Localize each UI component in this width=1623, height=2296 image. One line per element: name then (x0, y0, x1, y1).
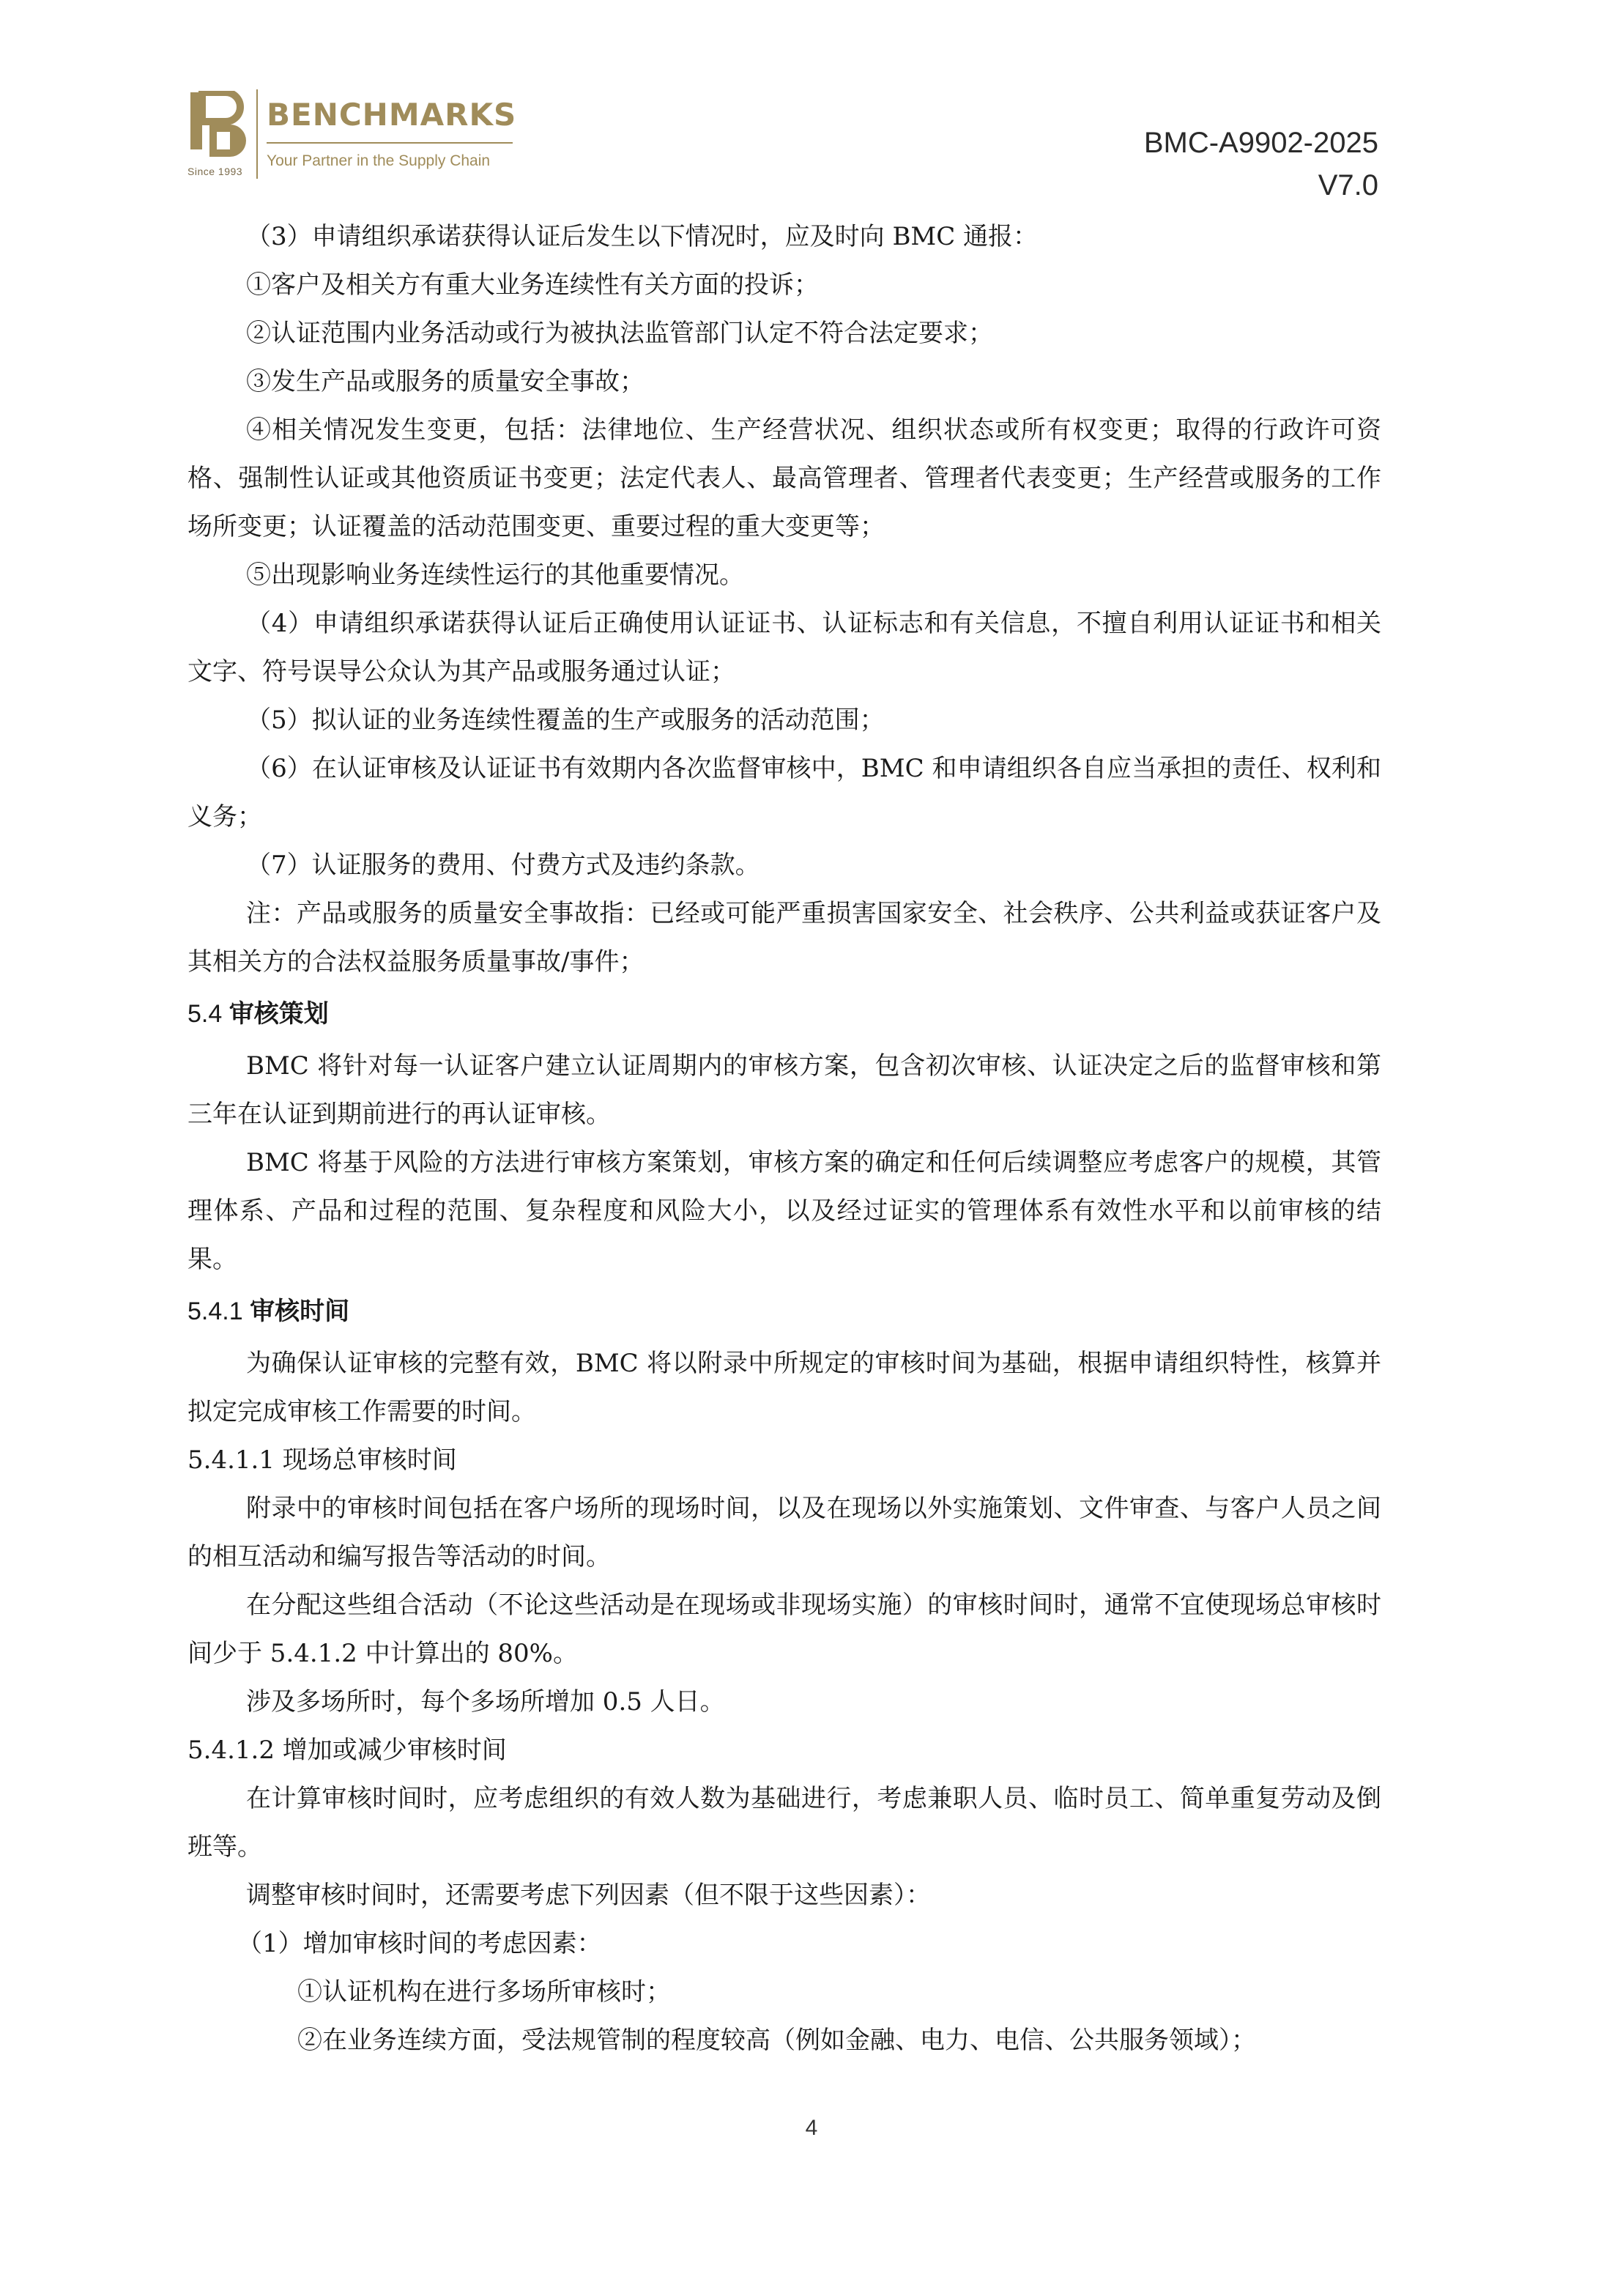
brand-tagline: Your Partner in the Supply Chain (267, 152, 491, 169)
benchmarks-logo-icon (187, 91, 249, 161)
section-title: 审核时间 (250, 1297, 350, 1326)
list-item: ①认证机构在进行多场所审核时； (297, 1977, 671, 2007)
paragraph: 在计算审核时间时，应考虑组织的有效人数为基础进行，考虑兼职人员、临时员工、简单重复劳动及倒班等。 (187, 1784, 1381, 1862)
section-number: 5.4 (187, 1000, 223, 1028)
paragraph: （4）申请组织承诺获得认证后正确使用认证证书、认证标志和有关信息，不擅自利用认证证书和相关文字、符号误导公众认为其产品或服务通过认证； (187, 609, 1381, 686)
paragraph: ⑤出现影响业务连续性运行的其他重要情况。 (246, 560, 744, 590)
logo-divider (256, 89, 258, 179)
paragraph: ④相关情况发生变更，包括：法律地位、生产经营状况、组织状态或所有权变更；取得的行政许可资格、强制性认证或其他资质证书变更；法定代表人、最高管理者、管理者代表变更；生产经营或服务的工作场所变更；认证覆盖的活动范围变更、重要过程的重大变更等； (187, 415, 1381, 541)
paragraph: BMC 将针对每一认证客户建立认证周期内的审核方案，包含初次审核、认证决定之后的监督审核和第三年在认证到期前进行的再认证审核。 (187, 1051, 1381, 1129)
section-title: 审核策划 (229, 999, 329, 1029)
list-heading: （1）增加审核时间的考虑因素： (237, 1929, 602, 1958)
paragraph: 附录中的审核时间包括在客户场所的现场时间，以及在现场以外实施策划、文件审查、与客户人员之间的相互活动和编写报告等活动的时间。 (187, 1494, 1381, 1571)
document-id (1144, 122, 1378, 207)
brand-name: BENCHMARKS (267, 97, 517, 133)
subsection-heading-5-4-1-2: 5.4.1.2 增加或减少审核时间 (187, 1736, 507, 1765)
paragraph: （3）申请组织承诺获得认证后发生以下情况时，应及时向 BMC 通报： (246, 222, 1039, 251)
page-number: 4 (805, 2116, 818, 2140)
paragraph: （7）认证服务的费用、付费方式及违约条款。 (246, 851, 760, 880)
paragraph: （5）拟认证的业务连续性覆盖的生产或服务的活动范围； (246, 706, 885, 735)
document-body (187, 212, 1381, 2064)
paragraph: BMC 将基于风险的方法进行审核方案策划，审核方案的确定和任何后续调整应考虑客户的规模，其管理体系、产品和过程的范围、复杂程度和风险大小，以及经过证实的管理体系有效性水平和以前审核的结果。 (187, 1148, 1381, 1274)
page-header (0, 0, 1623, 212)
document-version: V7.0 (1318, 169, 1378, 201)
paragraph: 涉及多场所时，每个多场所增加 0.5 人日。 (246, 1687, 725, 1717)
paragraph: ①客户及相关方有重大业务连续性有关方面的投诉； (246, 270, 819, 300)
brand-underline (267, 142, 513, 144)
paragraph: ③发生产品或服务的质量安全事故； (246, 367, 645, 396)
note-paragraph: 注：产品或服务的质量安全事故指：已经或可能严重损害国家安全、社会秩序、公共利益或获证客户及其相关方的合法权益服务质量事故/事件； (187, 899, 1381, 977)
paragraph: （6）在认证审核及认证证书有效期内各次监督审核中，BMC 和申请组织各自应当承担的责任、权利和义务； (187, 754, 1381, 832)
section-number: 5.4.1 (187, 1297, 243, 1325)
paragraph: 调整审核时间时，还需要考虑下列因素（但不限于这些因素）： (246, 1881, 931, 1910)
document-code: BMC-A9902-2025 (1143, 127, 1378, 159)
subsection-heading-5-4-1-1: 5.4.1.1 现场总审核时间 (187, 1445, 457, 1475)
section-heading-5-4 (187, 986, 1381, 1042)
section-heading-5-4-1 (187, 1284, 1381, 1339)
paragraph: 为确保认证审核的完整有效，BMC 将以附录中所规定的审核时间为基础，根据申请组织特性，核算并拟定完成审核工作需要的时间。 (187, 1349, 1381, 1426)
since-label: Since 1993 (187, 166, 243, 177)
paragraph: ②认证范围内业务活动或行为被执法监管部门认定不符合法定要求； (246, 319, 993, 348)
company-logo (187, 86, 524, 182)
paragraph: 在分配这些组合活动（不论这些活动是在现场或非现场实施）的审核时间时，通常不宜使现场总审核时间少于 5.4.1.2 中计算出的 80%。 (187, 1590, 1381, 1668)
list-item: ②在业务连续方面，受法规管制的程度较高（例如金融、电力、电信、公共服务领域）； (297, 2026, 1256, 2055)
